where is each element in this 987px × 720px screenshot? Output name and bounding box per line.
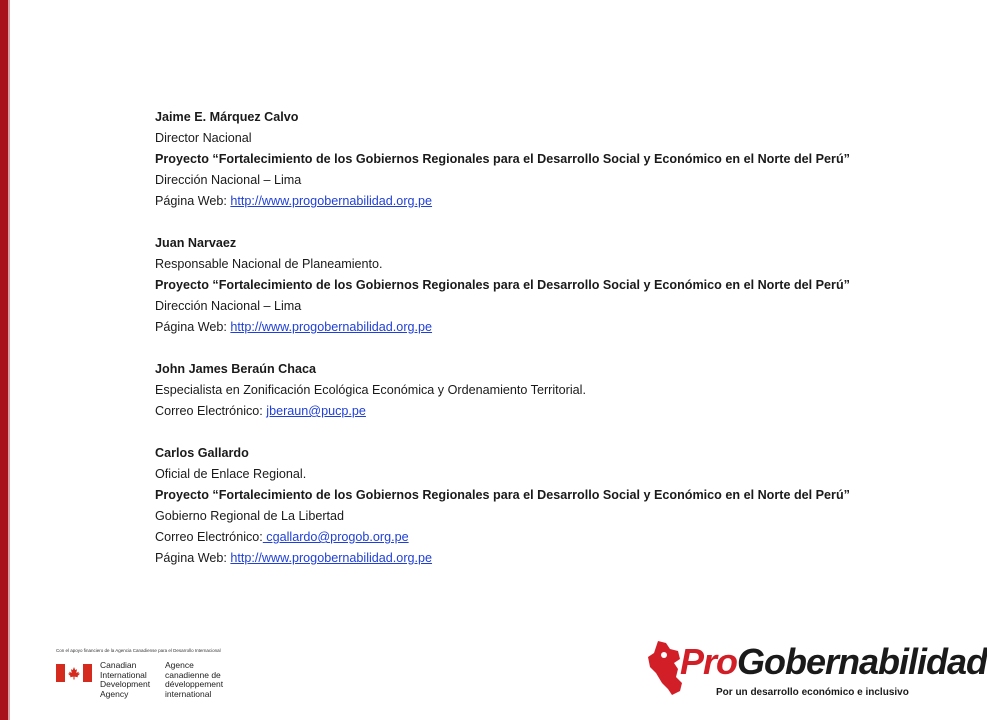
contact-name: Jaime E. Márquez Calvo (155, 110, 299, 124)
contact-role: Especialista en Zonificación Ecológica Económica y Ordenamiento Territorial. (155, 383, 586, 397)
cida-name-french (165, 661, 223, 699)
cida-en-line: Development (100, 679, 151, 689)
contact-block (155, 443, 935, 569)
contact-office: Dirección Nacional – Lima (155, 299, 302, 313)
progobernabilidad-logo (640, 635, 987, 705)
contact-role: Oficial de Enlace Regional. (155, 467, 307, 481)
web-link[interactable]: http://www.progobernabilidad.org.pe (230, 551, 433, 565)
contact-name: Juan Narvaez (155, 236, 237, 250)
contact-email-line (155, 401, 935, 422)
contact-office: Gobierno Regional de La Libertad (155, 509, 345, 523)
logo-tagline: Por un desarrollo económico e inclusivo (716, 687, 909, 698)
web-link[interactable]: http://www.progobernabilidad.org.pe (230, 320, 433, 334)
cida-caption: Con el apoyo financiero de la Agencia Canadiense para el Desarrollo Internacional (56, 648, 221, 653)
contact-email-line (155, 527, 935, 548)
logo-pro: Pro (680, 641, 738, 682)
cida-en-line: Canadian (100, 660, 137, 670)
canada-flag-icon (56, 664, 92, 682)
email-link[interactable]: cgallardo@progob.org.pe (262, 530, 409, 544)
contact-project: Proyecto “Fortalecimiento de los Gobiernos Regionales para el Desarrollo Social y Económico en el Norte del Perú” (155, 152, 850, 166)
contact-name: John James Beraún Chaca (155, 362, 316, 376)
left-accent-bar-shadow (8, 0, 10, 720)
web-label: Página Web: (155, 551, 231, 565)
contact-block (155, 107, 935, 212)
cida-en-line: International (100, 669, 147, 680)
cida-fr-line: développement (165, 679, 224, 689)
contact-role: Director Nacional (155, 131, 252, 145)
email-label: Correo Electrónico: (155, 404, 267, 418)
web-label: Página Web: (155, 320, 231, 334)
contacts-list (155, 107, 935, 569)
email-label: Correo Electrónico: (155, 530, 263, 544)
cida-fr-line: Agence (165, 660, 194, 670)
contact-project: Proyecto “Fortalecimiento de los Gobiernos Regionales para el Desarrollo Social y Económico en el Norte del Perú” (155, 488, 850, 502)
email-link[interactable]: jberaun@pucp.pe (266, 404, 366, 418)
cida-fr-line: international (165, 688, 212, 699)
contact-block (155, 359, 935, 422)
cida-logo (56, 648, 256, 708)
contact-role: Responsable Nacional de Planeamiento. (155, 257, 383, 271)
contact-name: Carlos Gallardo (155, 446, 249, 460)
logo-gobernabilidad: Gobernabilidad (737, 641, 987, 682)
contact-web-line (155, 191, 935, 212)
web-label: Página Web: (155, 194, 231, 208)
logo-wordmark (680, 641, 987, 683)
contact-web-line (155, 548, 935, 569)
contact-project: Proyecto “Fortalecimiento de los Gobiernos Regionales para el Desarrollo Social y Económico en el Norte del Perú” (155, 278, 850, 292)
cida-fr-line: canadienne de (165, 669, 221, 680)
contact-block (155, 233, 935, 338)
cida-en-line: Agency (100, 688, 129, 699)
web-link[interactable]: http://www.progobernabilidad.org.pe (230, 194, 433, 208)
cida-name-english (100, 661, 150, 699)
contact-office: Dirección Nacional – Lima (155, 173, 302, 187)
left-accent-bar (0, 0, 8, 720)
contact-web-line (155, 317, 935, 338)
